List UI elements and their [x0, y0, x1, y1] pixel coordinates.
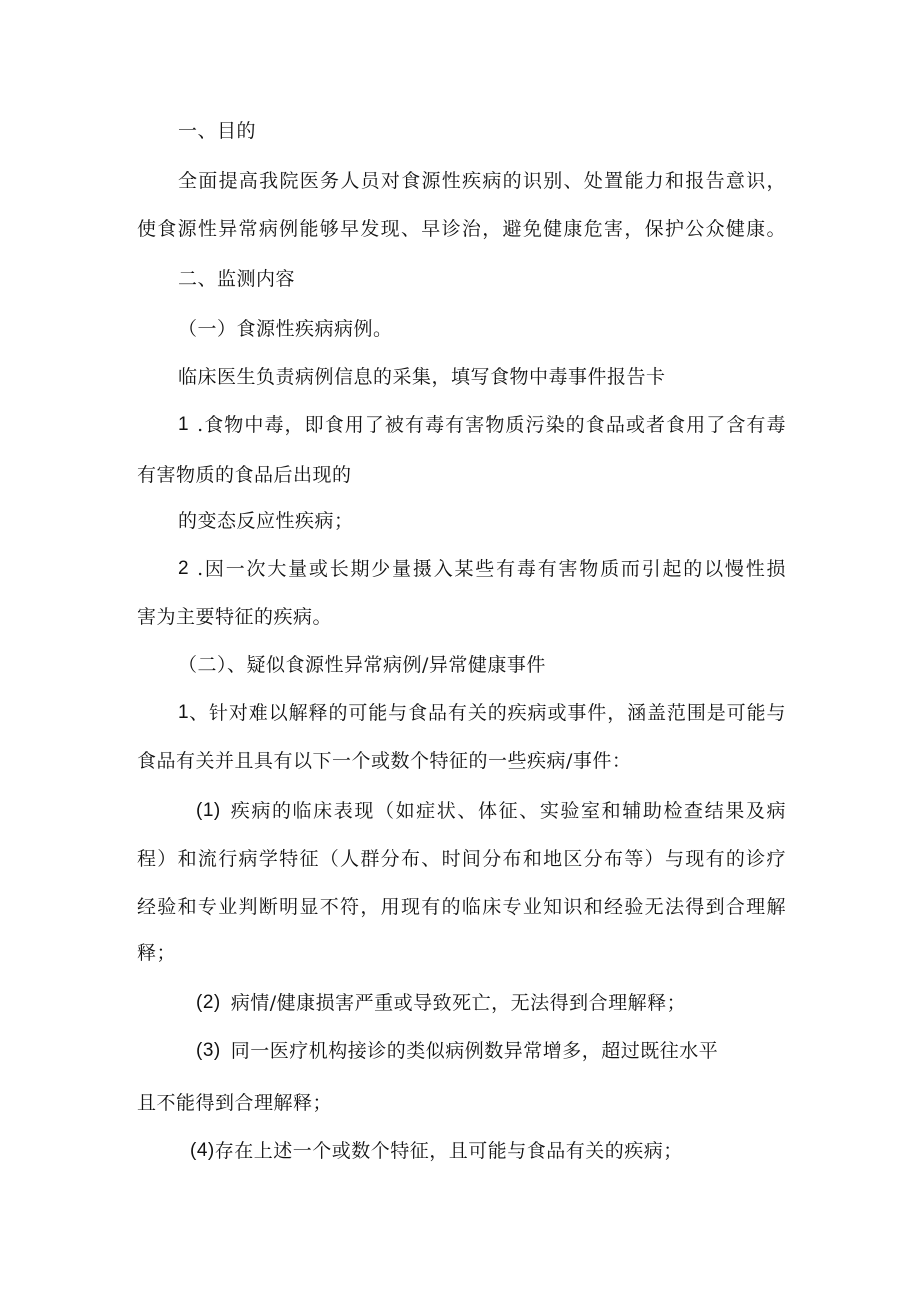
section-heading-monitoring: 二、监测内容: [178, 268, 296, 290]
criterion-number: (1): [196, 800, 221, 821]
suspected-item-line-2: 食品有关并且具有以下一个或数个特征的一些疾病/事件：: [137, 750, 632, 772]
item-number: 1: [178, 702, 190, 723]
criterion-number: (4): [190, 1140, 215, 1161]
criterion-text: 同一医疗机构接诊的类似病例数异常增多，超过既往水平: [230, 1040, 719, 1062]
food-poisoning-item-line-2: 有害物质的食品后出现的: [137, 464, 352, 486]
item-text: .因一次大量或长期少量摄入某些有毒有害物质而引起的以慢性损: [197, 558, 786, 580]
section-heading-purpose: 一、目的: [178, 120, 257, 142]
criterion-3-line-2: 且不能得到合理解释；: [137, 1092, 333, 1114]
criterion-number: (3): [196, 1040, 221, 1061]
suspected-item-line-1: [178, 700, 786, 726]
criterion-text: 病情/健康损害严重或导致死亡，无法得到合理解释；: [230, 992, 687, 1014]
criterion-4: [190, 1138, 683, 1164]
criterion-2: [196, 990, 686, 1016]
criterion-1-line-3: 经验和专业判断明显不符，用现有的临床专业知识和经验无法得到合理解: [137, 896, 786, 918]
item-text: 、针对难以解释的可能与食品有关的疾病或事件，涵盖范围是可能与: [189, 702, 786, 724]
criterion-text: 存在上述一个或数个特征，且可能与食品有关的疾病；: [214, 1140, 683, 1162]
criterion-number: (2): [196, 992, 221, 1013]
purpose-paragraph-line-1: 全面提高我院医务人员对食源性疾病的识别、处置能力和报告意识，: [178, 170, 786, 192]
chronic-damage-item-line-1: [178, 556, 786, 582]
criterion-1-line-2: 程）和流行病学特征（人群分布、时间分布和地区分布等）与现有的诊疗: [137, 848, 786, 870]
food-poisoning-item-line-3: 的变态反应性疾病；: [178, 510, 354, 532]
foodborne-intro-text: 临床医生负责病例信息的采集，填写食物中毒事件报告卡: [178, 366, 666, 388]
criterion-text: 疾病的临床表现（如症状、体征、实验室和辅助检查结果及病: [230, 800, 786, 822]
purpose-paragraph-line-2: 使食源性异常病例能够早发现、早诊治，避免健康危害，保护公众健康。: [137, 218, 786, 240]
subsection-heading-foodborne-cases: （一）食源性疾病病例。: [178, 318, 393, 340]
criterion-1-line-1: [196, 798, 786, 824]
item-text: .食物中毒，即食用了被有毒有害物质污染的食品或者食用了含有毒: [197, 414, 786, 436]
item-number: 2: [178, 558, 190, 579]
item-number: 1: [178, 414, 190, 435]
criterion-1-line-4: 释；: [137, 942, 177, 964]
criterion-3-line-1: [196, 1038, 718, 1064]
chronic-damage-item-line-2: 害为主要特征的疾病。: [137, 606, 333, 628]
subsection-heading-suspected-cases: （二）、疑似食源性异常病例/异常健康事件: [178, 654, 546, 676]
food-poisoning-item-line-1: [178, 412, 786, 438]
